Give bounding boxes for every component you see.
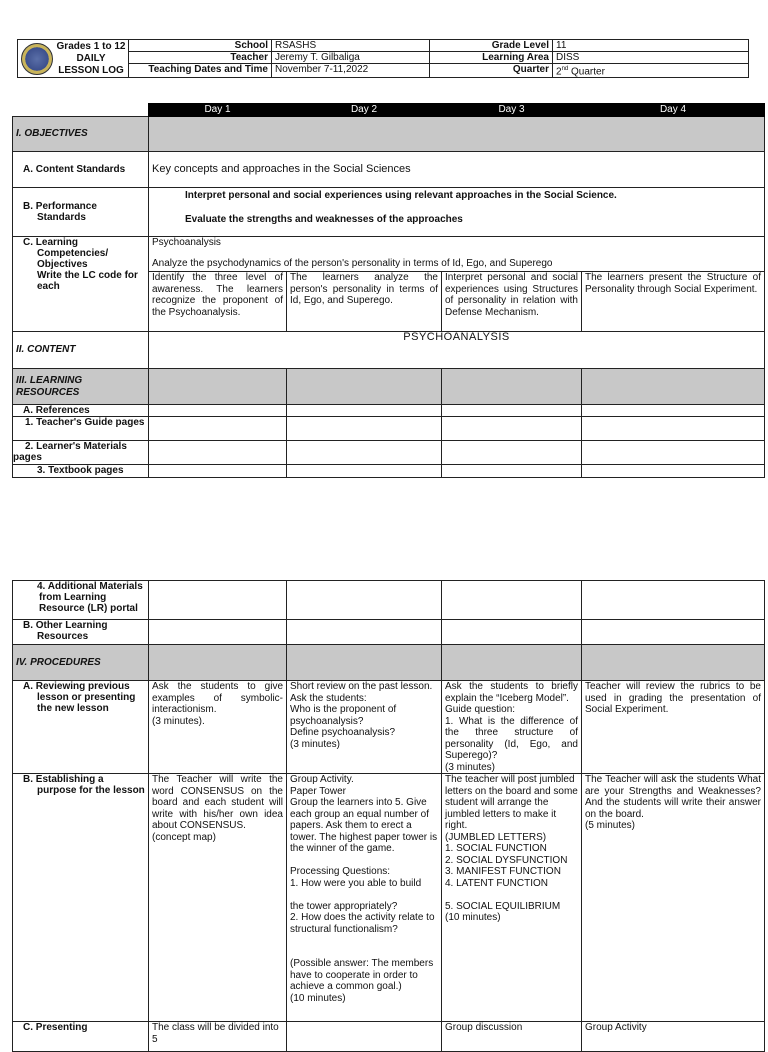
teacher-value: Jeremy T. Gilbaliga: [272, 52, 430, 64]
procedure-b-day4: The Teacher will ask the students What are your Strengths and Weaknesses? And the students will write their answer on the board. (5 minutes): [582, 774, 765, 1022]
dates-label: Teaching Dates and Time: [129, 64, 272, 78]
learning-area-value: DISS: [553, 52, 749, 64]
school-value: RSASHS: [272, 40, 430, 52]
content-standards-label: A. Content Standards: [13, 152, 149, 188]
procedure-c-label: C. Presenting: [13, 1022, 149, 1052]
content-heading: II. CONTENT: [13, 332, 149, 369]
deped-seal-icon: [21, 43, 53, 75]
performance-standard-1: Interpret personal and social experiences using relevant approaches in the Social Science.: [185, 190, 617, 201]
additional-materials-label: 4. Additional Materials from Learning Resource (LR) portal: [13, 581, 149, 620]
lesson-table-page2: [12, 580, 765, 1052]
header-title-line3: LESSON LOG: [58, 65, 124, 76]
learning-area-label: Learning Area: [430, 52, 553, 64]
procedure-c-day3: Group discussion: [442, 1022, 582, 1052]
header-title-cell: [18, 40, 129, 78]
learners-materials-label: 2. Learner's Materials pages: [13, 441, 149, 465]
day1-objective: Identify the three level of awareness. The learners recognize the proponent of the Psychoanalysis.: [149, 272, 287, 332]
content-standards-value: Key concepts and approaches in the Social Sciences: [149, 152, 765, 188]
grade-level-value: 11: [553, 40, 749, 52]
competency-topic: Psychoanalysis: [152, 237, 221, 248]
procedure-b-day2: Group Activity. Paper Tower Group the learners into 5. Give each group an equal number of papers. Ask them to erect a tower. The highest paper tower is the winner of the game. Processing Questions: 1. How were you able to build the tower appropriately? 2. How does the activity relate to structural functionalism? (Possible answer: The members have to cooperate in order to achieve a common goal.) (10 minutes): [287, 774, 442, 1022]
dates-value: November 7-11,2022: [272, 64, 430, 78]
procedure-c-day4: Group Activity: [582, 1022, 765, 1052]
procedure-b-label: B. Establishing a purpose for the lesson: [13, 774, 149, 1022]
competency-main: Analyze the psychodynamics of the person's personality in terms of Id, Ego, and Superego: [152, 257, 553, 269]
teachers-guide-label: 1. Teacher's Guide pages: [13, 417, 149, 441]
day3-header: Day 3: [442, 104, 582, 117]
procedure-c-day1: The class will be divided into 5: [149, 1022, 287, 1052]
procedure-a-label: A. Reviewing previous lesson or presenting the new lesson: [13, 681, 149, 774]
day2-objective: The learners analyze the person's personality in terms of Id, Ego, and Superego.: [287, 272, 442, 332]
procedure-a-day3: Ask the students to briefly explain the “Iceberg Model”. Guide question: 1. What is the difference of the three structure of personality (Id, Ego, and Superego)? (3 minutes): [442, 681, 582, 774]
day4-header: Day 4: [582, 104, 765, 117]
procedure-b-day3: The teacher will post jumbled letters on the board and some student will arrange the jumbled letters to make it right. (JUMBLED LETTERS) 1. SOCIAL FUNCTION 2. SOCIAL DYSFUNCTION 3. MANIFEST FUNCTION 4. LATENT FUNCTION 5. SOCIAL EQUILIBRIUM (10 minutes): [442, 774, 582, 1022]
procedure-c-day2: [287, 1022, 442, 1052]
day3-objective: Interpret personal and social experiences using Structures of personality in relation with Defense Mechanism.: [442, 272, 582, 332]
procedure-a-day1: Ask the students to give examples of symbolic-interactionism. (3 minutes).: [149, 681, 287, 774]
performance-standards-label: B. Performance Standards: [13, 188, 149, 237]
grade-level-label: Grade Level: [430, 40, 553, 52]
performance-standard-2: Evaluate the strengths and weaknesses of the approaches: [185, 213, 463, 225]
content-value: PSYCHOANALYSIS: [149, 332, 765, 369]
learning-resources-heading: III. LEARNING RESOURCES: [13, 369, 149, 405]
objectives-heading: I. OBJECTIVES: [13, 117, 149, 152]
textbook-pages-label: 3. Textbook pages: [13, 465, 149, 478]
day-header-row: [13, 104, 765, 117]
header-title-line1: Grades 1 to 12: [56, 41, 126, 52]
procedure-a-day2: Short review on the past lesson. Ask the students: Who is the proponent of psychoanalysis? Define psychoanalysis? (3 minutes): [287, 681, 442, 774]
day1-header: Day 1: [149, 104, 287, 117]
learning-competencies-label: C. Learning Competencies/ Objectives Write the LC code for each: [13, 237, 149, 332]
competency-main-cell: [149, 237, 765, 272]
quarter-value: 2nd Quarter: [553, 64, 749, 78]
school-label: School: [129, 40, 272, 52]
references-label: A. References: [13, 405, 149, 417]
performance-standards-value: [149, 188, 765, 237]
header-table: [17, 39, 749, 78]
procedure-b-day1: The Teacher will write the word CONSENSUS on the board and each student will write with his/her own idea about CONSENSUS. (concept map): [149, 774, 287, 1022]
header-title-line2: DAILY: [76, 53, 106, 64]
procedures-heading: IV. PROCEDURES: [13, 645, 149, 681]
day2-header: Day 2: [287, 104, 442, 117]
lesson-table-page1: [12, 103, 765, 478]
day4-objective: The learners present the Structure of Personality through Social Experiment.: [582, 272, 765, 332]
quarter-label: Quarter: [430, 64, 553, 78]
other-resources-label: B. Other Learning Resources: [13, 620, 149, 645]
procedure-a-day4: Teacher will review the rubrics to be used in grading the presentation of Social Experiment.: [582, 681, 765, 774]
teacher-label: Teacher: [129, 52, 272, 64]
